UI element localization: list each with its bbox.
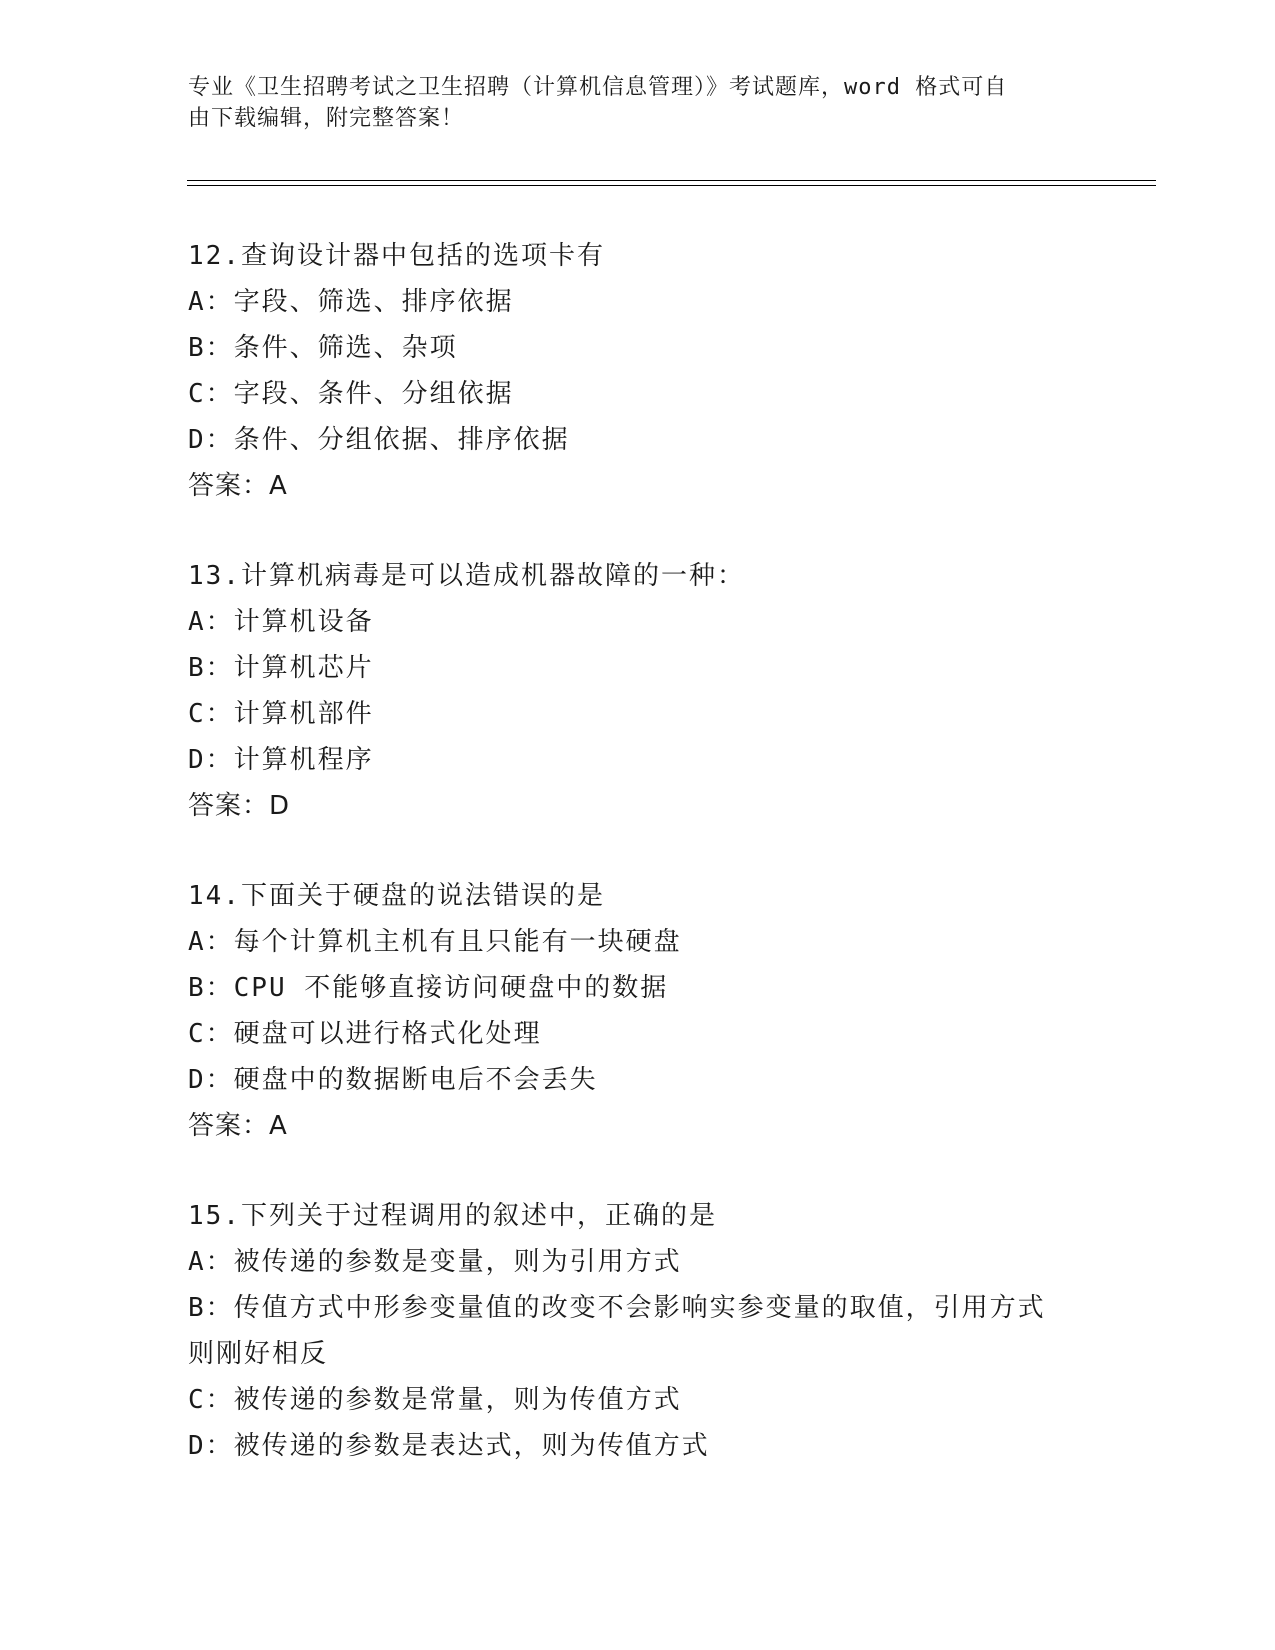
option-b: B：计算机芯片 (188, 653, 374, 683)
header-divider-bottom (187, 185, 1156, 186)
answer: 答案：A (188, 471, 288, 501)
option-d: D：条件、分组依据、排序依据 (188, 425, 570, 455)
option-b: B：CPU 不能够直接访问硬盘中的数据 (188, 973, 669, 1003)
question-15 (188, 1193, 1088, 1469)
question-stem: 14.下面关于硬盘的说法错误的是 (188, 881, 605, 911)
question-14 (188, 873, 1088, 1149)
option-a: A：被传递的参数是变量，则为引用方式 (188, 1247, 682, 1277)
header-line-2: 由下载编辑，附完整答案！ (188, 106, 465, 131)
option-b-continued: 则刚好相反 (188, 1339, 329, 1369)
option-c: C：硬盘可以进行格式化处理 (188, 1019, 542, 1049)
option-c: C：计算机部件 (188, 699, 374, 729)
document-header (188, 72, 1088, 134)
question-stem: 15.下列关于过程调用的叙述中，正确的是 (188, 1201, 717, 1231)
question-stem: 13.计算机病毒是可以造成机器故障的一种： (188, 561, 745, 591)
option-d: D：计算机程序 (188, 745, 374, 775)
header-divider-top (187, 180, 1156, 181)
option-c: C：被传递的参数是常量，则为传值方式 (188, 1385, 682, 1415)
option-b: B：条件、筛选、杂项 (188, 333, 458, 363)
header-line-1: 专业《卫生招聘考试之卫生招聘（计算机信息管理）》考试题库，word 格式可自 (188, 75, 1008, 100)
option-c: C：字段、条件、分组依据 (188, 379, 514, 409)
option-d: D：硬盘中的数据断电后不会丢失 (188, 1065, 598, 1095)
option-b: B：传值方式中形参变量值的改变不会影响实参变量的取值，引用方式 (188, 1293, 1046, 1323)
option-a: A：计算机设备 (188, 607, 374, 637)
question-13 (188, 553, 1088, 829)
option-d: D：被传递的参数是表达式，则为传值方式 (188, 1431, 710, 1461)
question-stem: 12.查询设计器中包括的选项卡有 (188, 241, 605, 271)
answer: 答案：D (188, 791, 291, 821)
answer: 答案：A (188, 1111, 288, 1141)
option-a: A：字段、筛选、排序依据 (188, 287, 514, 317)
question-12 (188, 233, 1088, 509)
option-a: A：每个计算机主机有且只能有一块硬盘 (188, 927, 682, 957)
